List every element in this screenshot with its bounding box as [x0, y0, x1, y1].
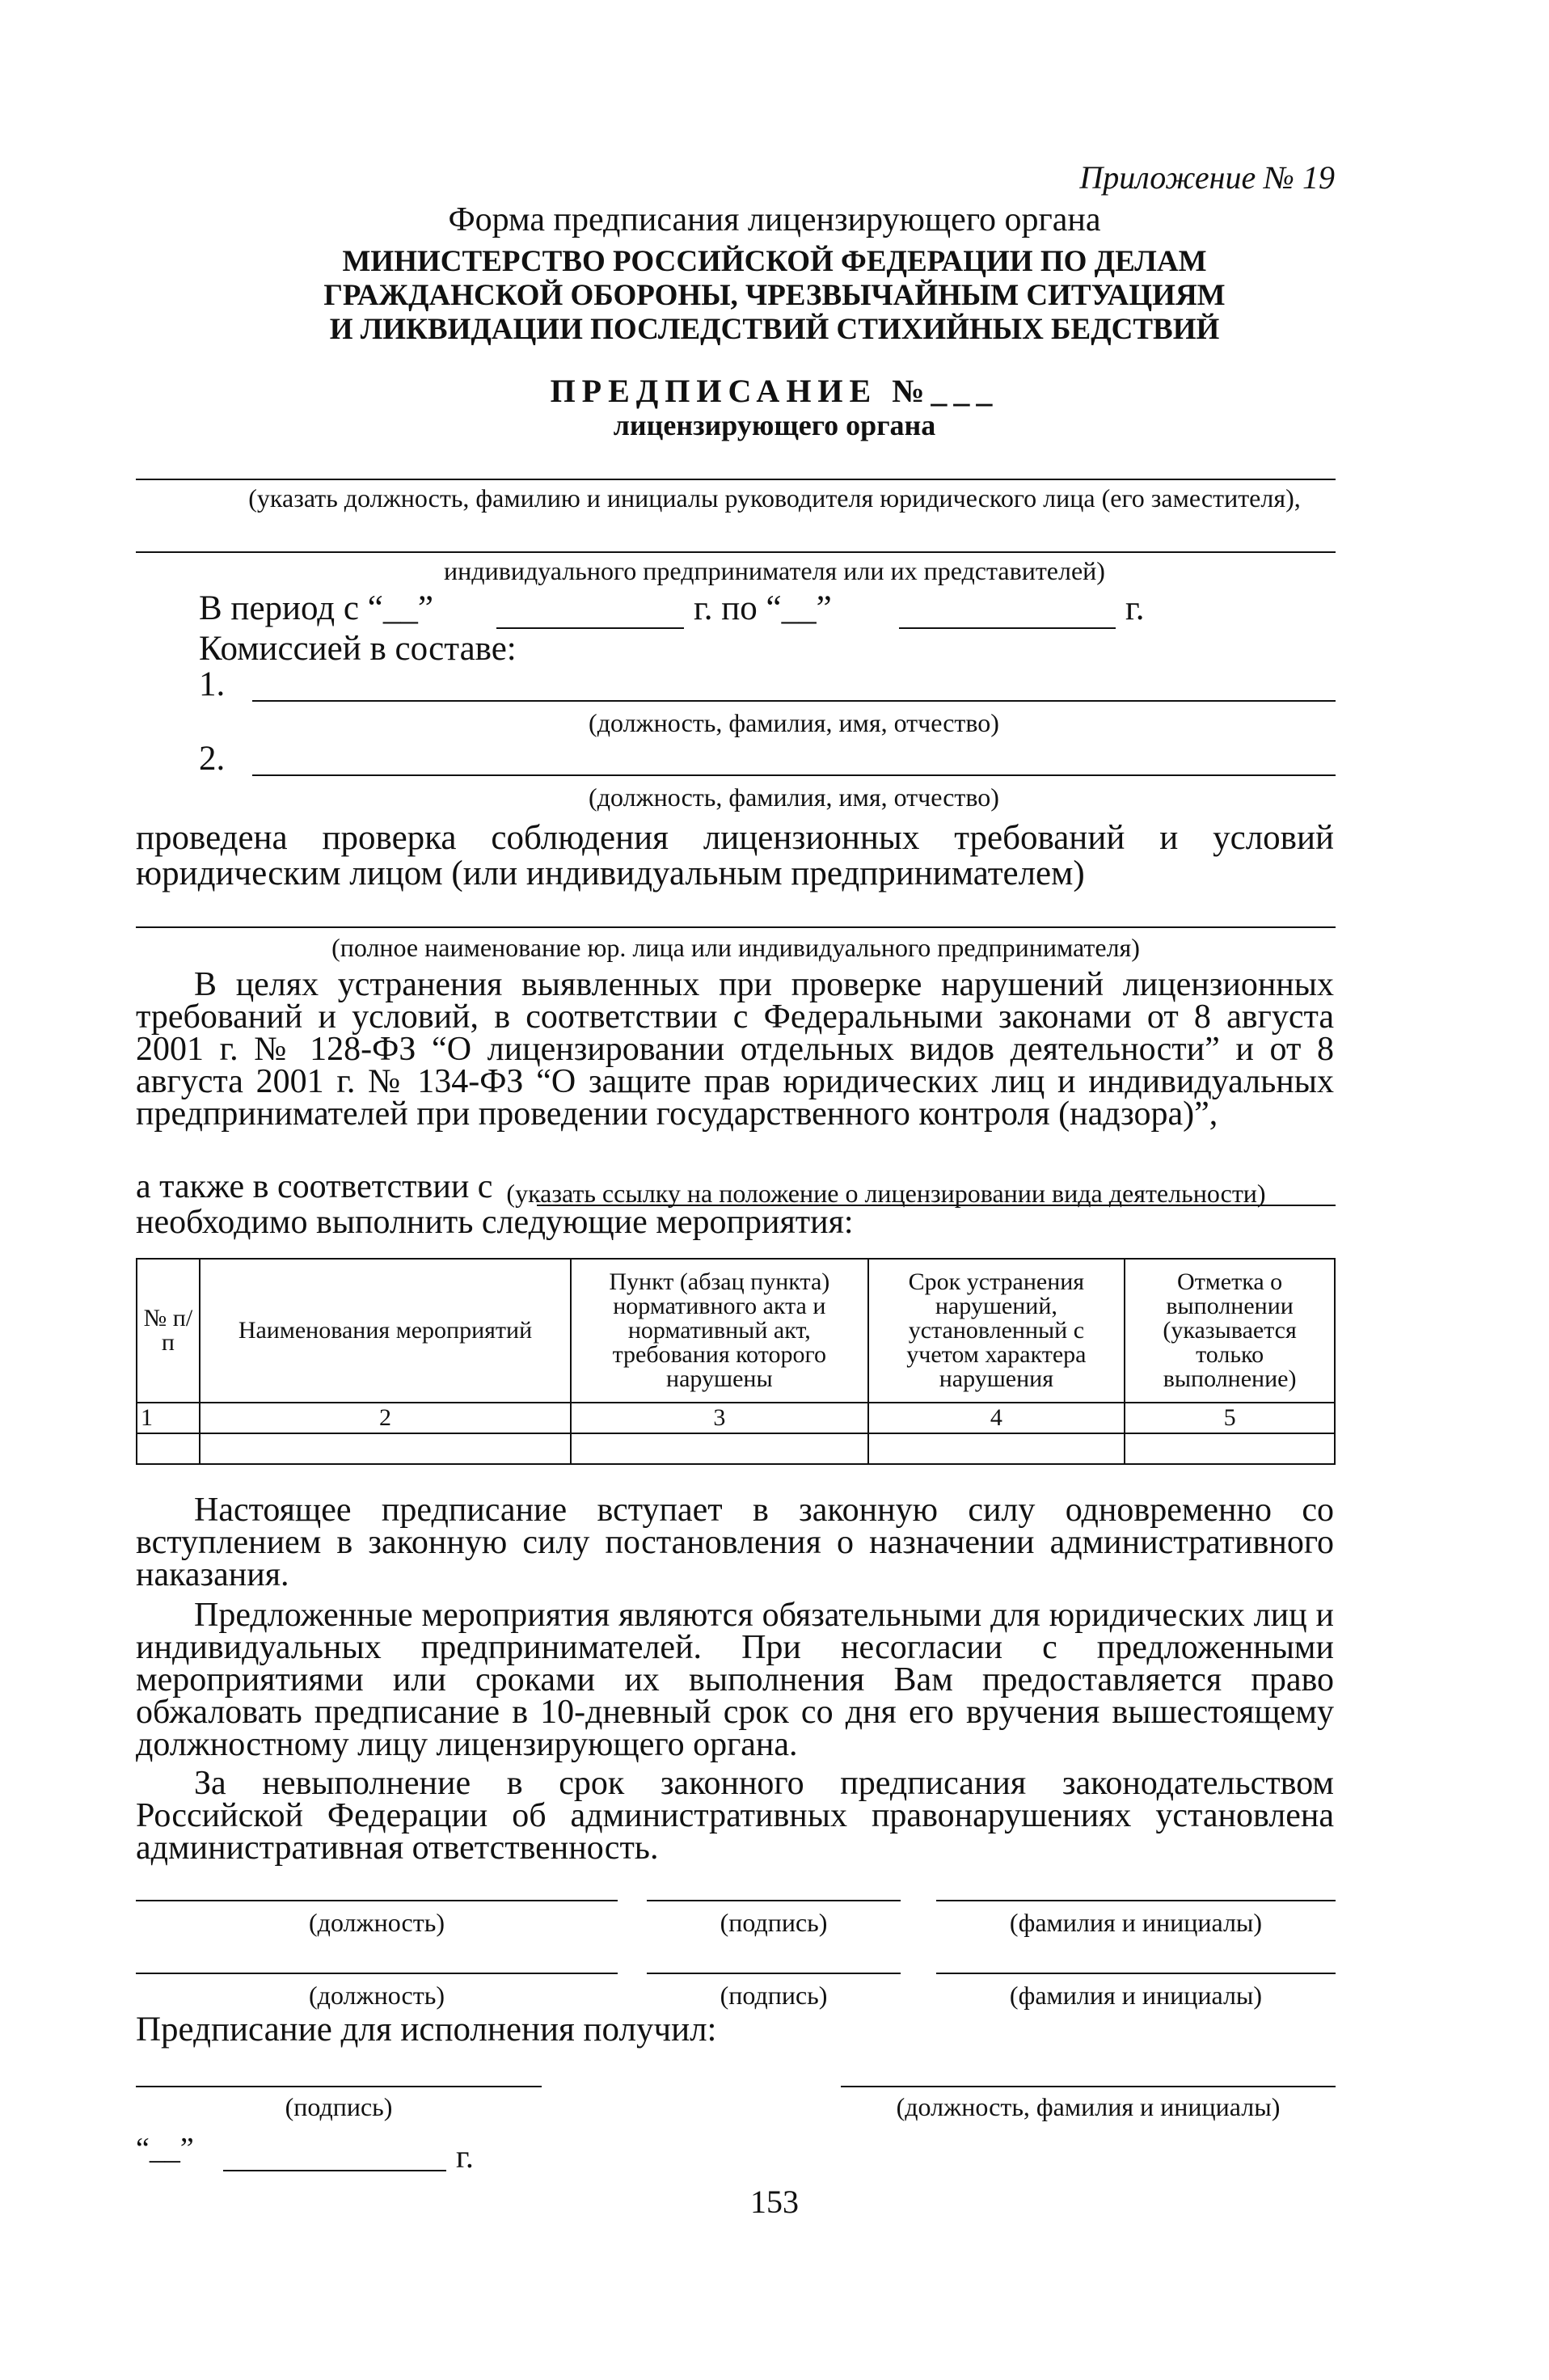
- received-label: Предписание для исполнения получил:: [136, 2011, 717, 2049]
- entity-name-line[interactable]: [136, 926, 1336, 928]
- col-number-2: 2: [200, 1403, 571, 1433]
- table-cell[interactable]: [137, 1433, 200, 1464]
- received-signature-line[interactable]: [136, 2086, 542, 2087]
- head-name-line[interactable]: [136, 479, 1336, 480]
- regulation-caption: (указать ссылку на положение о лицензировании вида деятельности): [506, 1179, 1266, 1208]
- position-caption-2: (должность): [309, 1981, 445, 2010]
- order-title: ПРЕДПИСАНИЕ №___: [550, 373, 999, 409]
- period-end-line[interactable]: [899, 627, 1116, 629]
- position-line-2[interactable]: [136, 1973, 618, 1974]
- received-date-line[interactable]: [223, 2170, 446, 2171]
- effect-paragraph: Настоящее предписание вступает в законную силу одновременно со вступлением в законную силу постановления о назначении административного наказания.: [136, 1492, 1334, 1593]
- position-caption-1: (должность): [309, 1908, 445, 1937]
- measures-table: [136, 1258, 1336, 1465]
- received-date-year: г.: [456, 2138, 474, 2175]
- col-number-4: 4: [868, 1403, 1125, 1433]
- ministry-line-3: И ЛИКВИДАЦИИ ПОСЛЕДСТВИЙ СТИХИЙНЫХ БЕДСТВИЙ: [329, 313, 1220, 346]
- table-row: [137, 1433, 1335, 1464]
- name-caption-2: (фамилия и инициалы): [1009, 1981, 1263, 2010]
- header-number: № п/п: [137, 1259, 200, 1403]
- member-1-caption: (должность, фамилия, имя, отчество): [589, 708, 999, 737]
- signature-caption-2: (подпись): [720, 1981, 828, 2010]
- commission-member-2-line[interactable]: [252, 774, 1336, 776]
- col-number-1: 1: [137, 1403, 200, 1433]
- period-mid: г. по “__”: [694, 589, 832, 627]
- col-number-3: 3: [571, 1403, 867, 1433]
- header-deadline: Срок устранения нарушений, установленный с учетом характера нарушения: [868, 1259, 1125, 1403]
- commission-number-1: 1.: [199, 665, 226, 703]
- signature-caption-1: (подпись): [720, 1908, 828, 1937]
- commission-number-2: 2.: [199, 740, 226, 778]
- liability-paragraph: За невыполнение в срок законного предписания законодательством Российской Федерации об административных правонарушениях установлена административная ответственность.: [136, 1765, 1334, 1867]
- col-number-5: 5: [1125, 1403, 1335, 1433]
- commission-member-1-line[interactable]: [252, 700, 1336, 702]
- entity-caption: (полное наименование юр. лица или индивидуального предпринимателя): [331, 933, 1140, 962]
- ministry-name: [0, 245, 1549, 347]
- table-cell[interactable]: [571, 1433, 867, 1464]
- table-cell[interactable]: [200, 1433, 571, 1464]
- name-caption-1: (фамилия и инициалы): [1009, 1908, 1263, 1937]
- table-header-row: [137, 1259, 1335, 1403]
- head-name-line-2[interactable]: [136, 551, 1336, 553]
- order-subtitle: лицензирующего органа: [613, 409, 936, 441]
- name-line-1[interactable]: [936, 1900, 1336, 1901]
- signature-line-1[interactable]: [647, 1900, 901, 1901]
- ministry-line-2: ГРАЖДАНСКОЙ ОБОРОНЫ, ЧРЕЗВЫЧАЙНЫМ СИТУАЦИЯМ: [323, 279, 1226, 312]
- period-start-line[interactable]: [496, 627, 684, 629]
- also-text: а также в соответствии с: [136, 1168, 493, 1205]
- received-name-line[interactable]: [841, 2086, 1336, 2087]
- purpose-paragraph: В целях устранения выявленных при проверке нарушений лицензионных требований и условий, в соответствии с Федеральными законами от 8 августа 2001 г. № 128-ФЗ “О лицензировании отдельных видов деятельности” и от 8 августа 2001 г. № 134-ФЗ “О защите прав юридических лиц и индивидуальных предпринимателей при проведении государственного контроля (надзора)”,: [136, 966, 1334, 1133]
- necessary-text: необходимо выполнить следующие мероприятия:: [136, 1204, 854, 1241]
- period-end: г.: [1125, 589, 1145, 627]
- received-date-quote: “__”: [136, 2132, 194, 2166]
- header-regulation: Пункт (абзац пункта) нормативного акта и нормативный акт, требования которого нарушены: [571, 1259, 867, 1403]
- annex-label: Приложение № 19: [1079, 159, 1335, 196]
- name-line-2[interactable]: [936, 1973, 1336, 1974]
- table-cell[interactable]: [868, 1433, 1125, 1464]
- header-measures: Наименования мероприятий: [200, 1259, 571, 1403]
- period-prefix: В период с “__”: [199, 589, 433, 627]
- head-caption-1: (указать должность, фамилию и инициалы руководителя юридического лица (его заместителя),: [248, 483, 1301, 513]
- table-numbering-row: [137, 1403, 1335, 1433]
- page-number: 153: [750, 2184, 799, 2220]
- commission-label: Комиссией в составе:: [199, 630, 517, 668]
- head-caption-2: индивидуального предпринимателя или их представителей): [444, 556, 1105, 585]
- signature-line-2[interactable]: [647, 1973, 901, 1974]
- header-completion: Отметка о выполнении (указывается только выполнение): [1125, 1259, 1335, 1403]
- ministry-line-1: МИНИСТЕРСТВО РОССИЙСКОЙ ФЕДЕРАЦИИ ПО ДЕЛАМ: [342, 245, 1207, 278]
- table-cell[interactable]: [1125, 1433, 1335, 1464]
- inspection-text: проведена проверка соблюдения лицензионных требований и условий юридическим лицом (или индивидуальным предпринимателем): [136, 819, 1334, 892]
- form-title: Форма предписания лицензирующего органа: [448, 201, 1101, 238]
- received-signature-caption: (подпись): [285, 2092, 393, 2121]
- mandatory-paragraph: Предложенные мероприятия являются обязательными для юридических лиц и индивидуальных предпринимателей. При несогласии с предложенными мероприятиями или сроками их выполнения Вам предоставляется право обжаловать предписание в 10-дневный срок со дня его вручения вышестоящему должностному лицу лицензирующего органа.: [136, 1597, 1334, 1763]
- member-2-caption: (должность, фамилия, имя, отчество): [589, 783, 999, 812]
- received-name-caption: (должность, фамилия и инициалы): [896, 2092, 1281, 2121]
- position-line-1[interactable]: [136, 1900, 618, 1901]
